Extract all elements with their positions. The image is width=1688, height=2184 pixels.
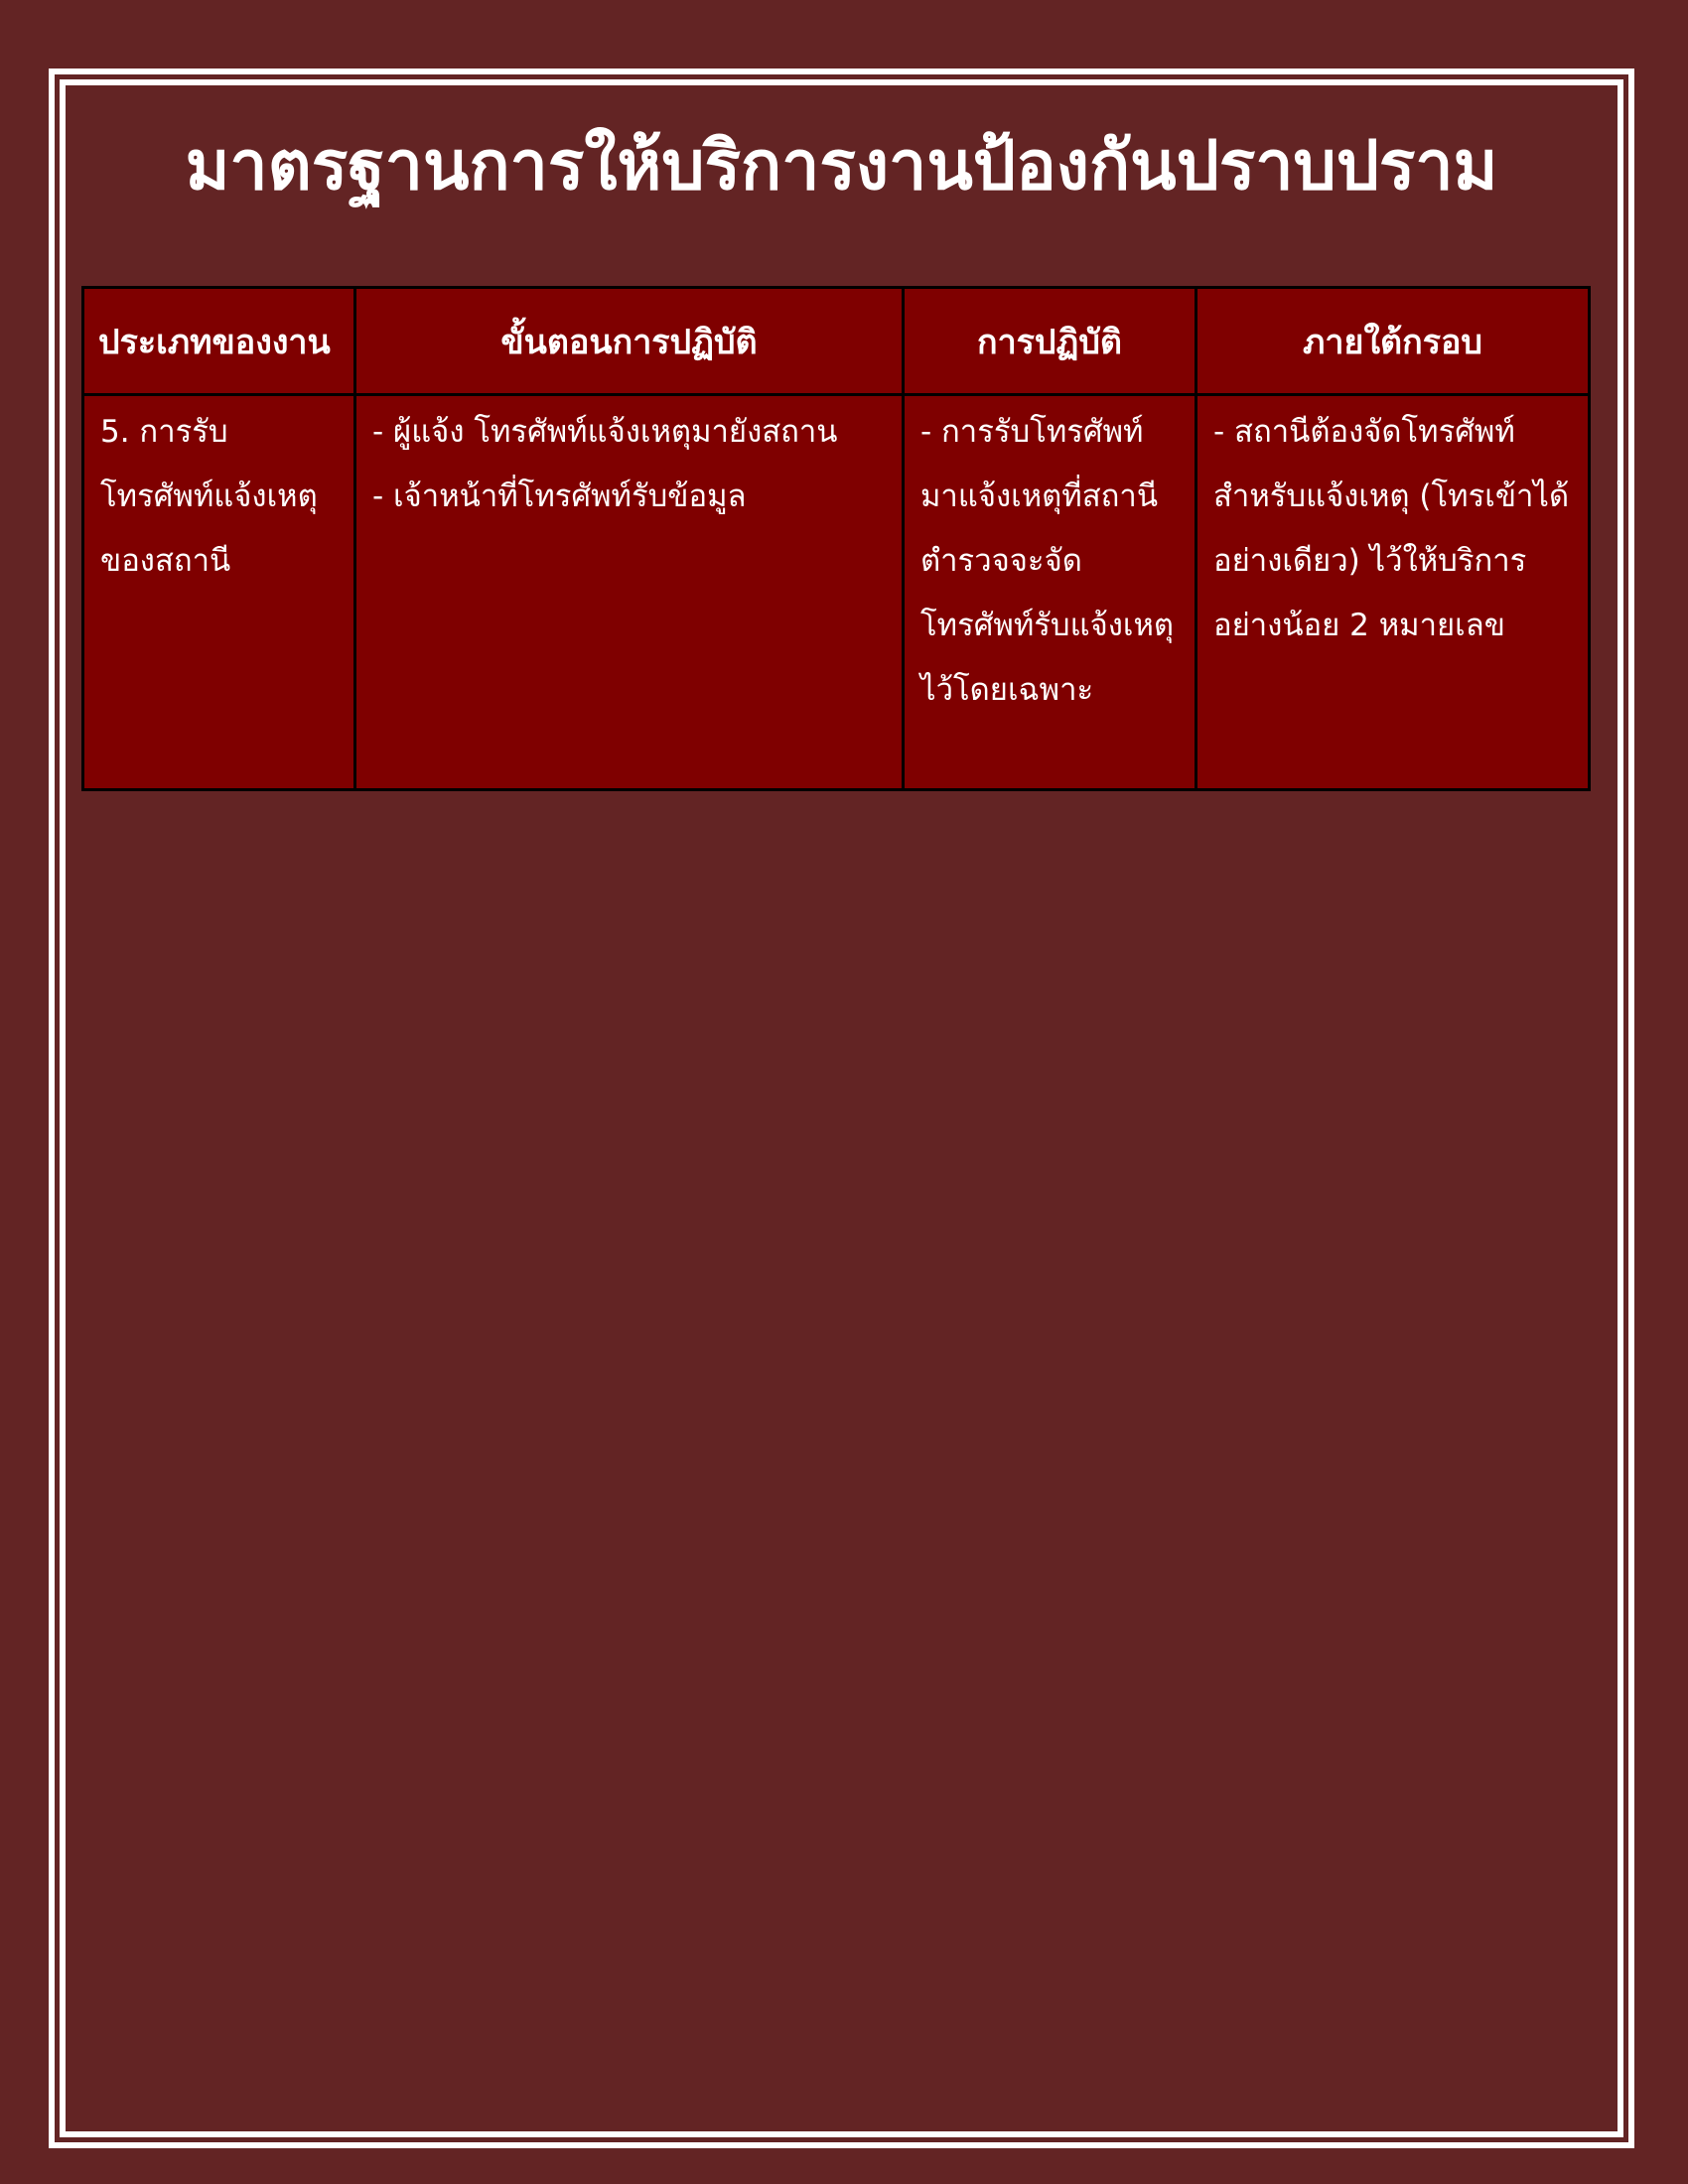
cell-line: ของสถานี — [100, 543, 231, 579]
cell-line: โทรศัพท์รับแจ้งเหตุ — [920, 608, 1175, 643]
cell-practice — [904, 395, 1196, 790]
header-practice: การปฏิบัติ — [904, 288, 1196, 395]
table-header-row — [83, 288, 1590, 395]
cell-procedure-steps — [355, 395, 904, 790]
header-procedure-steps: ขั้นตอนการปฏิบัติ — [355, 288, 904, 395]
cell-work-type — [83, 395, 355, 790]
cell-line: - สถานีต้องจัดโทรศัพท์ — [1213, 414, 1515, 450]
cell-line: สำหรับแจ้งเหตุ (โทรเข้าได้ — [1213, 478, 1570, 514]
cell-line: - ผู้แจ้ง โทรศัพท์แจ้งเหตุมายังสถาน — [372, 414, 838, 450]
header-work-type: ประเภทของงาน — [83, 288, 355, 395]
cell-line: - การรับโทรศัพท์ — [920, 414, 1144, 450]
cell-line: อย่างน้อย 2 หมายเลข — [1213, 608, 1505, 643]
table-row — [83, 395, 1590, 790]
page-title: มาตรฐานการให้บริการงานป้องกันปราบปราม — [185, 127, 1498, 205]
cell-line: โทรศัพท์แจ้งเหตุ — [100, 478, 318, 514]
cell-line: ไว้โดยเฉพาะ — [920, 672, 1094, 708]
cell-line: - เจ้าหน้าที่โทรศัพท์รับข้อมูล — [372, 478, 747, 514]
cell-framework — [1196, 395, 1590, 790]
cell-line: ตำรวจจะจัด — [920, 543, 1082, 579]
cell-line: 5. การรับ — [100, 414, 228, 450]
header-framework: ภายใต้กรอบ — [1196, 288, 1590, 395]
service-standards-table — [81, 286, 1591, 791]
cell-line: อย่างเดียว) ไว้ให้บริการ — [1213, 543, 1527, 579]
cell-line: มาแจ้งเหตุที่สถานี — [920, 478, 1159, 514]
